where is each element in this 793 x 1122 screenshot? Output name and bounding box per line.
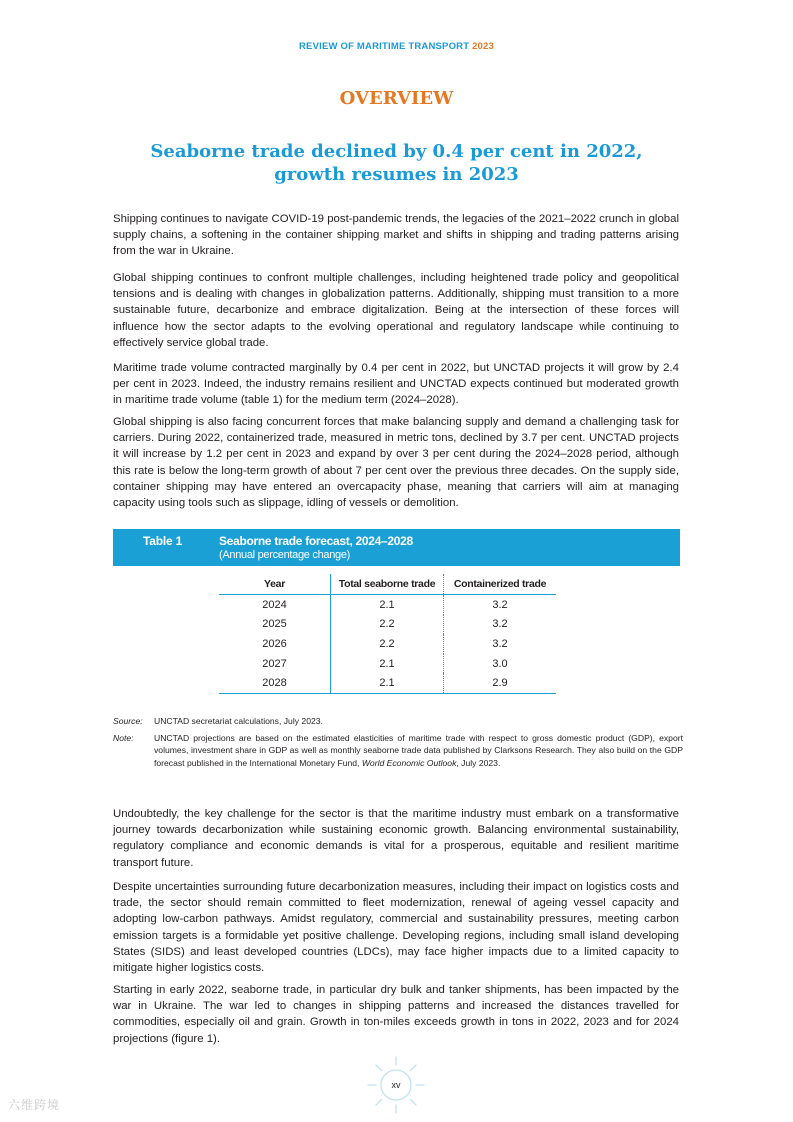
- forecast-table: [219, 574, 556, 694]
- cell-total: 2.2: [331, 634, 444, 654]
- column-header-total: Total seaborne trade: [331, 574, 444, 595]
- cell-total: 2.1: [331, 654, 444, 674]
- paragraph-1: Shipping continues to navigate COVID-19 post-pandemic trends, the legacies of the 2021–2022 crunch in global supply chains, a softening in the container shipping market and shifts in shipping and trading patterns arising from the war in Ukraine.: [113, 213, 679, 258]
- cell-containerized: 3.2: [492, 637, 508, 650]
- note-italic-title: World Economic Outlook: [361, 757, 457, 768]
- note-text-end: , July 2023.: [456, 757, 501, 768]
- cell-year: 2027: [219, 654, 331, 674]
- cell-containerized: 3.2: [492, 598, 508, 611]
- paragraph-5: Undoubtedly, the key challenge for the sector is that the maritime industry must embark on a transformative journey towards decarbonization while sustaining economic growth. Balancing environmental sustainability, regulatory compliance and economic demands is vital for a prosperous, equitable and resilient maritime transport future.: [113, 808, 679, 869]
- cell-total: 2.1: [331, 595, 444, 615]
- table-header-row: [219, 574, 556, 595]
- cell-year: 2026: [219, 634, 331, 654]
- cell-year: 2025: [219, 615, 331, 635]
- table-row: [219, 634, 556, 654]
- table-label: Table 1: [143, 534, 183, 548]
- column-header-year: Year: [219, 574, 331, 595]
- note-text-main: UNCTAD projections are based on the estimated elasticities of maritime trade with respect to gross domestic product (GDP), export volumes, investment share in GDP as well as monthly seaborne trade data published by Clarksons Research. They also build on the GDP forecast published in the International Monetary Fund,: [154, 733, 683, 768]
- cell-containerized: 3.0: [492, 657, 508, 670]
- page-number: xv: [391, 1080, 401, 1090]
- running-title: REVIEW OF MARITIME TRANSPORT: [298, 41, 470, 52]
- source-text: UNCTAD secretariat calculations, July 2023.: [154, 716, 323, 726]
- table-1: [113, 529, 680, 690]
- cell-year: 2024: [219, 595, 331, 615]
- page-headline: [60, 140, 733, 186]
- paragraph-7: Starting in early 2022, seaborne trade, in particular dry bulk and tanker shipments, has been impacted by the war in Ukraine. The war led to changes in shipping patterns and increased the distances travelled for commodities, especially oil and grain. Growth in ton-miles exceeds growth in tons in 2022, 2023 and for 2024 projections (figure 1).: [113, 984, 679, 1045]
- note-label: Note:: [113, 733, 134, 743]
- table-subtitle: (Annual percentage change): [219, 549, 351, 561]
- table-row: [219, 615, 556, 635]
- paragraph-4: Global shipping is also facing concurrent forces that make balancing supply and demand a challenging task for carriers. During 2022, containerized trade, measured in metric tons, declined by 3.7 per cent. UNCTAD projects it will increase by 1.2 per cent in 2023 and expand by over 3 per cent during the 2024–2028 period, although this rate is below the long-term growth of about 7 per cent over the previous three decades. On the supply side, container shipping may have entered an overcapacity phase, meaning that carriers will aim at managing capacity using tools such as slippage, idling of vessels or demolition.: [113, 416, 679, 510]
- cell-total: 2.2: [331, 615, 444, 635]
- table-row: [219, 654, 556, 674]
- table-row: [219, 673, 556, 693]
- cell-containerized: 2.9: [444, 673, 557, 693]
- table-header-band: [113, 529, 680, 566]
- paragraph-3: Maritime trade volume contracted marginally by 0.4 per cent in 2022, but UNCTAD projects it will grow by 2.4 per cent in 2023. Indeed, the industry remains resilient and UNCTAD expects continued but moderated growth in maritime trade volume (table 1) for the medium term (2024–2028).: [113, 362, 679, 407]
- table-title: Seaborne trade forecast, 2024–2028: [219, 534, 413, 548]
- note-text: [154, 732, 683, 769]
- watermark-text: 六维跨境: [8, 1098, 61, 1112]
- table-row: [219, 595, 556, 615]
- source-label: Source:: [113, 716, 143, 726]
- paragraph-2: Global shipping continues to confront multiple challenges, including heightened trade policy and geopolitical tensions and is dealing with changes in globalization patterns. Additionally, shipping must transition to a more sustainable future, decarbonize and embrace digitalization. Being at the intersection of these forces will influence how the sector adapts to the evolving operational and regulatory landscape while continuing to effectively service global trade.: [113, 272, 679, 349]
- running-header: [0, 41, 793, 52]
- cell-containerized: 3.2: [492, 618, 508, 631]
- section-title: OVERVIEW: [339, 88, 454, 109]
- headline-line-2: growth resumes in 2023: [274, 164, 519, 185]
- cell-year: 2028: [219, 673, 331, 693]
- cell-total: 2.1: [331, 673, 444, 693]
- column-header-containerized: Containerized trade: [444, 574, 557, 595]
- table-source: [113, 715, 683, 727]
- headline-line-1: Seaborne trade declined by 0.4 per cent in 2022,: [150, 141, 643, 162]
- table-note: [113, 732, 683, 769]
- paragraph-6: Despite uncertainties surrounding future decarbonization measures, including their impact on logistics costs and trade, the sector should remain committed to fleet modernization, renewal of ageing vessel capacity and adopting low-carbon pathways. Amidst regulatory, commercial and sustainability pressures, meeting carbon emission targets is a formidable yet positive challenge. Developing regions, including small island developing States (SIDS) and least developed countries (LDCs), may face higher impacts due to a limited capacity to mitigate higher logistics costs.: [113, 881, 679, 975]
- running-year: 2023: [472, 41, 495, 52]
